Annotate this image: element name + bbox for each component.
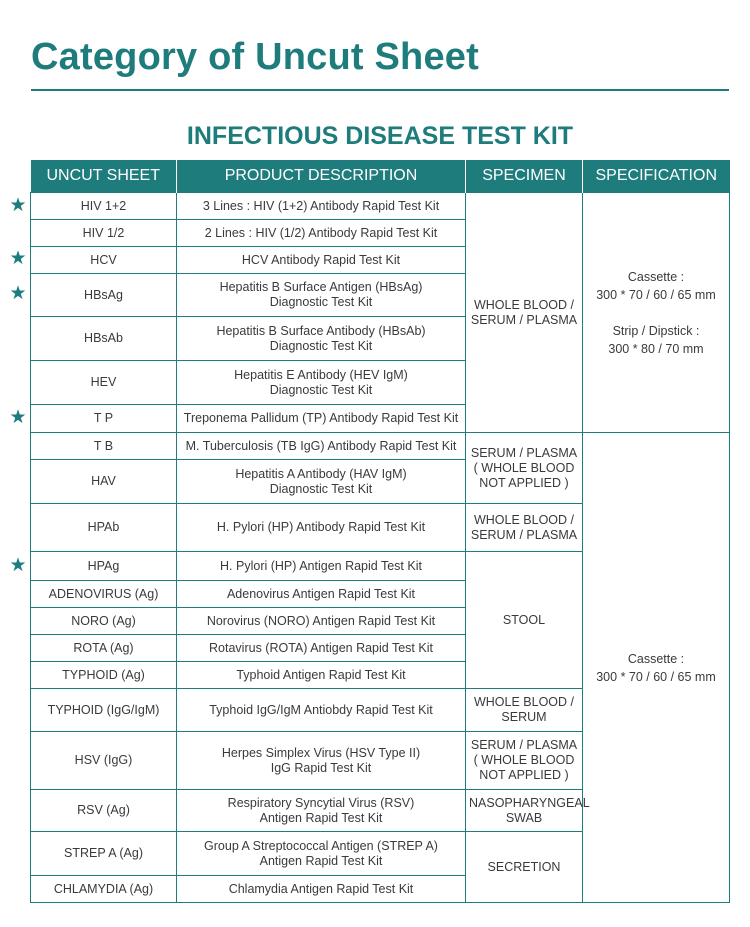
uncut-sheet-cell: HEV [31, 361, 177, 405]
uncut-sheet-cell: HPAg [31, 552, 177, 581]
infectious-disease-table [30, 160, 730, 903]
specimen-cell: WHOLE BLOOD / SERUM / PLASMA [466, 193, 583, 433]
product-description-cell: Respiratory Syncytial Virus (RSV) Antigen Rapid Test Kit [177, 790, 466, 832]
uncut-sheet-cell: RSV (Ag) [31, 790, 177, 832]
specimen-cell: SERUM / PLASMA ( WHOLE BLOOD NOT APPLIED ) [466, 732, 583, 790]
header-specimen: SPECIMEN [466, 160, 583, 193]
uncut-sheet-cell: TYPHOID (Ag) [31, 662, 177, 689]
uncut-sheet-cell: HIV 1+2 [31, 193, 177, 220]
header-uncut-sheet: UNCUT SHEET [31, 160, 177, 193]
specimen-cell: NASOPHARYNGEAL SWAB [466, 790, 583, 832]
uncut-sheet-cell: NORO (Ag) [31, 608, 177, 635]
product-description-cell: Rotavirus (ROTA) Antigen Rapid Test Kit [177, 635, 466, 662]
uncut-sheet-cell: HSV (IgG) [31, 732, 177, 790]
product-description-cell: Adenovirus Antigen Rapid Test Kit [177, 581, 466, 608]
specimen-cell: STOOL [466, 552, 583, 689]
spec-text: 300 * 70 / 60 / 65 mm [596, 669, 716, 684]
spec-text: Strip / Dipstick : [612, 323, 700, 338]
uncut-sheet-cell: ROTA (Ag) [31, 635, 177, 662]
star-icon: ★ [9, 248, 27, 269]
star-icon: ★ [9, 555, 27, 576]
spec-text: Cassette : [627, 651, 685, 666]
header-product-description: PRODUCT DESCRIPTION [177, 160, 466, 193]
product-description-cell: Norovirus (NORO) Antigen Rapid Test Kit [177, 608, 466, 635]
specimen-cell: WHOLE BLOOD / SERUM / PLASMA [466, 504, 583, 552]
specification-cell [583, 193, 730, 433]
table-row [31, 193, 730, 220]
product-description-cell: 3 Lines : HIV (1+2) Antibody Rapid Test Kit [177, 193, 466, 220]
star-icon: ★ [9, 195, 27, 216]
spec-text: 300 * 70 / 60 / 65 mm [596, 287, 716, 302]
uncut-sheet-cell: HAV [31, 460, 177, 504]
page-title: Category of Uncut Sheet [31, 36, 479, 78]
star-icon: ★ [9, 283, 27, 304]
uncut-sheet-cell: STREP A (Ag) [31, 832, 177, 876]
uncut-sheet-cell: T P [31, 405, 177, 433]
specimen-cell: SECRETION [466, 832, 583, 903]
spec-text: Cassette : [627, 269, 685, 284]
uncut-sheet-cell: ADENOVIRUS (Ag) [31, 581, 177, 608]
spec-spacer [586, 304, 726, 322]
uncut-sheet-cell: CHLAMYDIA (Ag) [31, 876, 177, 903]
uncut-sheet-cell: HIV 1/2 [31, 220, 177, 247]
uncut-sheet-cell: TYPHOID (IgG/IgM) [31, 689, 177, 732]
specimen-cell: SERUM / PLASMA ( WHOLE BLOOD NOT APPLIED ) [466, 433, 583, 504]
product-description-cell: Chlamydia Antigen Rapid Test Kit [177, 876, 466, 903]
product-description-cell: Typhoid IgG/IgM Antiobdy Rapid Test Kit [177, 689, 466, 732]
product-description-cell: Hepatitis B Surface Antibody (HBsAb) Diagnostic Test Kit [177, 317, 466, 361]
product-description-cell: Hepatitis B Surface Antigen (HBsAg) Diagnostic Test Kit [177, 274, 466, 317]
product-description-cell: HCV Antibody Rapid Test Kit [177, 247, 466, 274]
uncut-sheet-cell: T B [31, 433, 177, 460]
uncut-sheet-cell: HCV [31, 247, 177, 274]
uncut-sheet-cell: HBsAb [31, 317, 177, 361]
title-divider [31, 89, 729, 91]
spec-text: 300 * 80 / 70 mm [608, 341, 704, 356]
specification-cell [583, 433, 730, 903]
star-icon: ★ [9, 407, 27, 428]
product-description-cell: Hepatitis A Antibody (HAV IgM) Diagnostic Test Kit [177, 460, 466, 504]
product-description-cell: Group A Streptococcal Antigen (STREP A) Antigen Rapid Test Kit [177, 832, 466, 876]
table-header-row [31, 160, 730, 193]
product-description-cell: Herpes Simplex Virus (HSV Type II) IgG Rapid Test Kit [177, 732, 466, 790]
product-description-cell: Typhoid Antigen Rapid Test Kit [177, 662, 466, 689]
product-description-cell: M. Tuberculosis (TB IgG) Antibody Rapid Test Kit [177, 433, 466, 460]
product-description-cell: H. Pylori (HP) Antibody Rapid Test Kit [177, 504, 466, 552]
product-description-cell: Hepatitis E Antibody (HEV IgM) Diagnostic Test Kit [177, 361, 466, 405]
product-description-cell: Treponema Pallidum (TP) Antibody Rapid Test Kit [177, 405, 466, 433]
product-description-cell: 2 Lines : HIV (1/2) Antibody Rapid Test Kit [177, 220, 466, 247]
header-specification: SPECIFICATION [583, 160, 730, 193]
table-row [31, 433, 730, 460]
product-description-cell: H. Pylori (HP) Antigen Rapid Test Kit [177, 552, 466, 581]
uncut-sheet-cell: HPAb [31, 504, 177, 552]
section-title: INFECTIOUS DISEASE TEST KIT [186, 122, 574, 150]
uncut-sheet-cell: HBsAg [31, 274, 177, 317]
specimen-cell: WHOLE BLOOD / SERUM [466, 689, 583, 732]
